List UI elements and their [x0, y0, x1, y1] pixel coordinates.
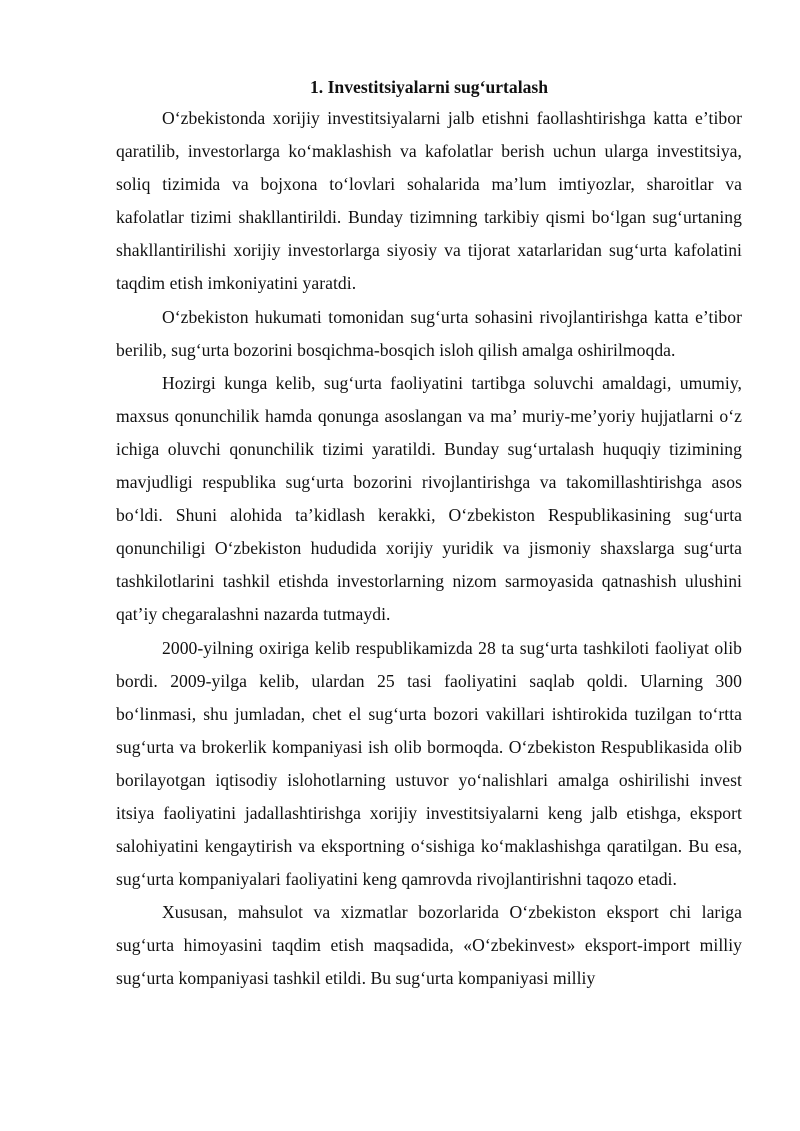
paragraph-3: Hozirgi kunga kelib, sug‘urta faoliyatini tartibga soluvchi amaldagi, umumiy, maxsus qonunchilik hamda qonunga asoslangan va ma’ muriy-me’yoriy hujjatlarni o‘z ichiga oluvchi qonunchilik tizimi yaratildi. Bunday sug‘urtalash huquqiy tizimining mavjudligi respublika sug‘urta bozorini rivojlantirishga va takomillashtirishga asos bo‘ldi. Shuni alohida ta’kidlash kerakki, O‘zbekiston Respublikasining sug‘urta qonunchiligi O‘zbekiston hududida xorijiy yuridik va jismoniy shaxslarga sug‘urta tashkilotlarini tashkil etishda investorlarning nizom sarmoyasida qatnashish ulushini qat’iy chegaralashni nazarda tutmaydi.: [116, 372, 742, 625]
paragraph-2: O‘zbekiston hukumati tomonidan sug‘urta sohasini rivojlantirishga katta e’tibor berilib, sug‘urta bozorini bosqichma-bosqich isloh qilish amalga oshirilmoqda.: [116, 306, 742, 360]
paragraph-1: O‘zbekistonda xorijiy investitsiyalarni jalb etishni faollashtirishga katta e’tibor qaratilib, investorlarga ko‘maklashish va kafolatlar berish uchun ularga investitsiya, soliq tizimida va bojxona to‘lovlari sohalarida ma’lum imtiyozlar, sharoitlar va kafolatlar tizimi shakllantirildi. Bunday tizimning tarkibiy qismi bo‘lgan sug‘urtaning shakllantirilishi xorijiy investorlarga siyosiy va tijorat xatarlaridan sug‘urta kafolatini taqdim etish imkoniyatini yaratdi.: [116, 108, 742, 294]
paragraph-4: 2000-yilning oxiriga kelib respublikamizda 28 ta sug‘urta tashkiloti faoliyat olib bordi. 2009-yilga kelib, ulardan 25 tasi faoliyatini saqlab qoldi. Ularning 300 bo‘linmasi, shu jumladan, chet el sug‘urta bozori vakillari ishtirokida tuzilgan to‘rtta sug‘urta va brokerlik kompaniyasi ish olib bormoqda. O‘zbekiston Respublikasida olib borilayotgan iqtisodiy islohotlarning ustuvor yo‘nalishlari amalga oshirilishi invest itsiya faoliyatini jadallashtirishga xorijiy investitsiyalarni keng jalb etishga, eksport salohiyatini kengaytirish va eksportning o‘sishiga ko‘maklashishga qaratilgan. Bu esa, sug‘urta kompaniyalari faoliyatini keng qamrovda rivojlantirishni taqozo etadi.: [116, 637, 742, 890]
section-heading: 1. Investitsiyalarni sug‘urtalash: [309, 77, 549, 97]
paragraph-5: Xususan, mahsulot va xizmatlar bozorlarida O‘zbekiston eksport chi lariga sug‘urta himoyasini taqdim etish maqsadida, «O‘zbekinvest» eksport-import milliy sug‘urta kompaniyasi tashkil etildi. Bu sug‘urta kompaniyasi milliy: [116, 902, 742, 989]
